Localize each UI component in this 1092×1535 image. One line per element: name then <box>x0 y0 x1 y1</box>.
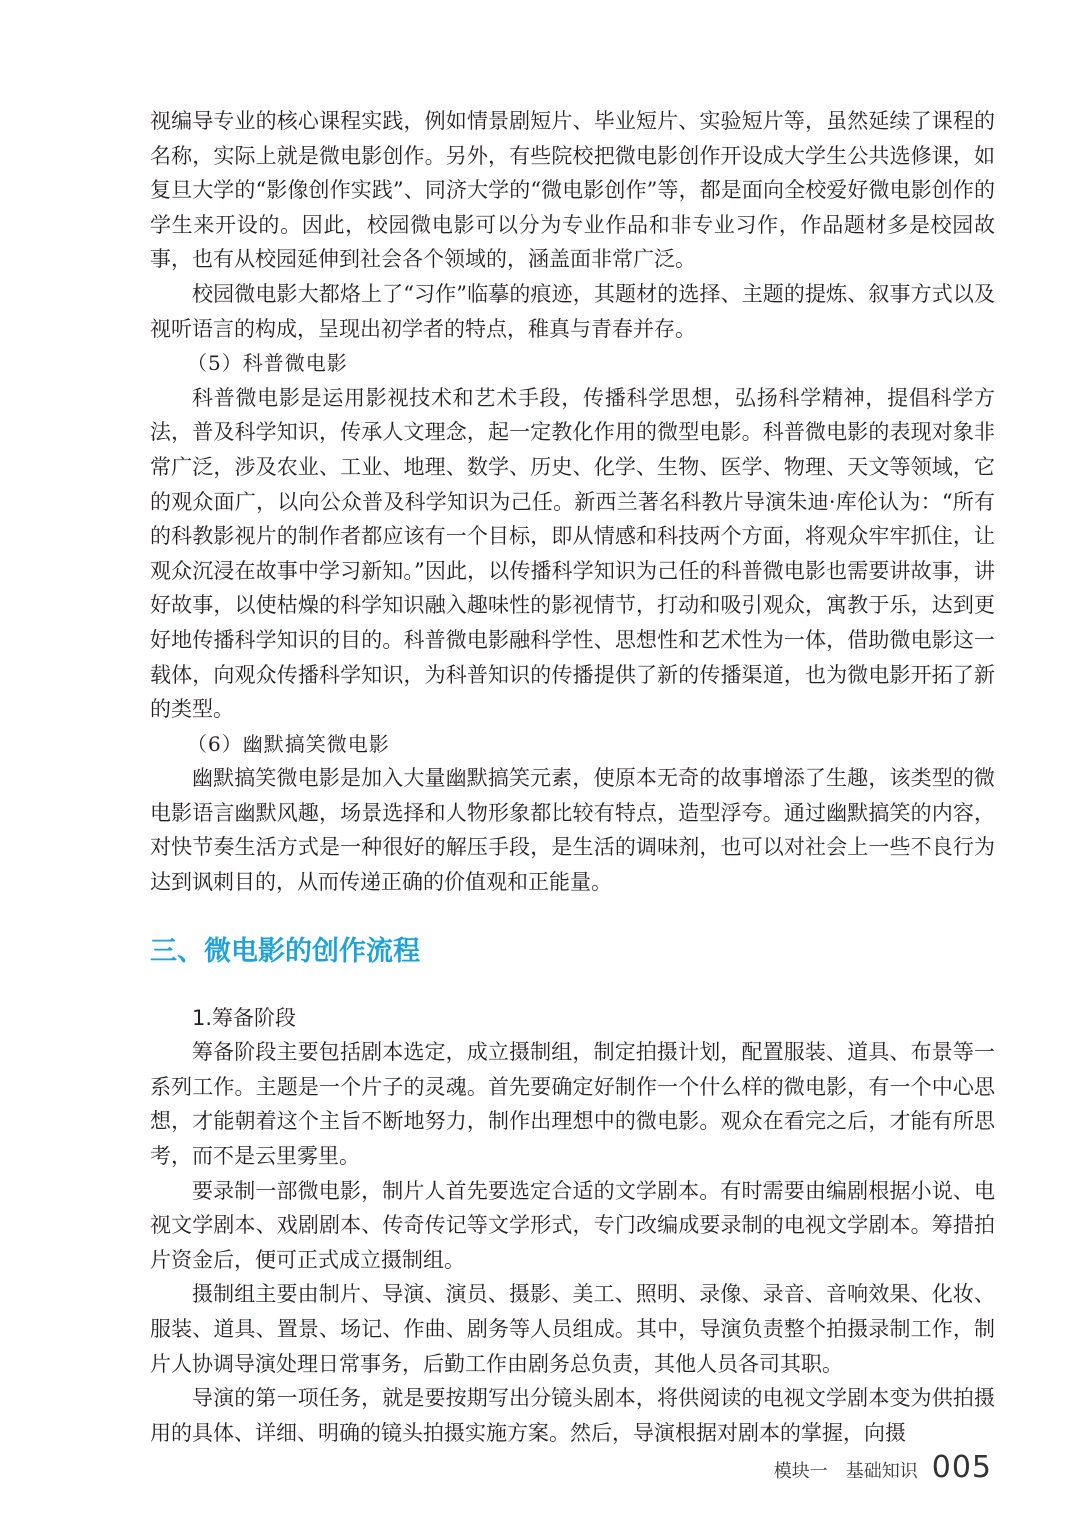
paragraph-script-selection: 要录制一部微电影，制片人首先要选定合适的文学剧本。有时需要由编剧根据小说、电视文学剧本、戏剧剧本、传奇传记等文学形式，专门改编成要录制的电视文学剧本。筹措拍片资金后，便可正式成立摄制组。 <box>150 1178 995 1272</box>
page-number: 005 <box>931 1450 992 1485</box>
paragraph-director: 导演的第一项任务，就是要按期写出分镜头剧本，将供阅读的电视文学剧本变为供拍摄用的具体、详细、明确的镜头拍摄实施方案。然后，导演根据对剧本的掌握，向摄 <box>150 1386 995 1445</box>
section-title: 三、微电影的创作流程 <box>150 935 420 967</box>
subheading-science-film: （5）科普微电影 <box>187 351 348 376</box>
paragraph-crew: 摄制组主要由制片、导演、演员、摄影、美工、照明、录像、录音、音响效果、化妆、服装、道具、置景、场记、作曲、剧务等人员组成。其中，导演负责整个拍摄录制工作，制片人协调导演处理日常事务，后勤工作由剧务总负责，其他人员各司其职。 <box>150 1282 995 1376</box>
page-body <box>150 104 995 1450</box>
paragraph-preparation: 筹备阶段主要包括剧本选定，成立摄制组，制定拍摄计划，配置服装、道具、布景等一系列工作。主题是一个片子的灵魂。首先要确定好制作一个什么样的微电影，有一个中心思想，才能朝着这个主旨不断地努力，制作出理想中的微电影。观众在看完之后，才能有所思考，而不是云里雾里。 <box>150 1040 995 1169</box>
page-footer <box>774 1450 992 1485</box>
paragraph-campus-continued: 视编导专业的核心课程实践，例如情景剧短片、毕业短片、实验短片等，虽然延续了课程的名称，实际上就是微电影创作。另外，有些院校把微电影创作开设成大学生公共选修课，如复旦大学的“影像创作实践”、同济大学的“微电影创作”等，都是面向全校爱好微电影创作的学生来开设的。因此，校园微电影可以分为专业作品和非专业习作，作品题材多是校园故事，也有从校园延伸到社会各个领域的，涵盖面非常广泛。 <box>150 109 995 272</box>
paragraph-comedy-film: 幽默搞笑微电影是加入大量幽默搞笑元素，使原本无奇的故事增添了生趣，该类型的微电影语言幽默风趣，场景选择和人物形象都比较有特点，造型浮夸。通过幽默搞笑的内容，对快节奏生活方式是一种很好的解压手段，是生活的调味剂，也可以对社会上一些不良行为达到讽刺目的，从而传递正确的价值观和正能量。 <box>150 766 995 895</box>
paragraph-campus-summary: 校园微电影大都烙上了“习作”临摹的痕迹，其题材的选择、主题的提炼、叙事方式以及视听语言的构成，呈现出初学者的特点，稚真与青春并存。 <box>150 281 995 341</box>
step-heading-preparation: 1.筹备阶段 <box>192 1005 297 1030</box>
subheading-comedy-film: （6）幽默搞笑微电影 <box>187 731 390 756</box>
paragraph-science-film: 科普微电影是运用影视技术和艺术手段，传播科学思想，弘扬科学精神，提倡科学方法，普及科学知识，传承人文理念，起一定教化作用的微型电影。科普微电影的表现对象非常广泛，涉及农业、工业、地理、数学、历史、化学、生物、医学、物理、天文等领域，它的观众面广，以向公众普及科学知识为己任。新西兰著名科教片导演朱迪·库伦认为：“所有的科教影视片的制作者都应该有一个目标，即从情感和科技两个方面，将观众牢牢抓住，让观众沉浸在故事中学习新知。”因此，以传播科学知识为己任的科普微电影也需要讲故事，讲好故事，以使枯燥的科学知识融入趣味性的影视情节，打动和吸引观众，寓教于乐，达到更好地传播科学知识的目的。科普微电影融科学性、思想性和艺术性为一体，借助微电影这一载体，向观众传播科学知识，为科普知识的传播提供了新的传播渠道，也为微电影开拓了新的类型。 <box>150 385 995 722</box>
module-label: 模块一 基础知识 <box>773 1461 918 1482</box>
